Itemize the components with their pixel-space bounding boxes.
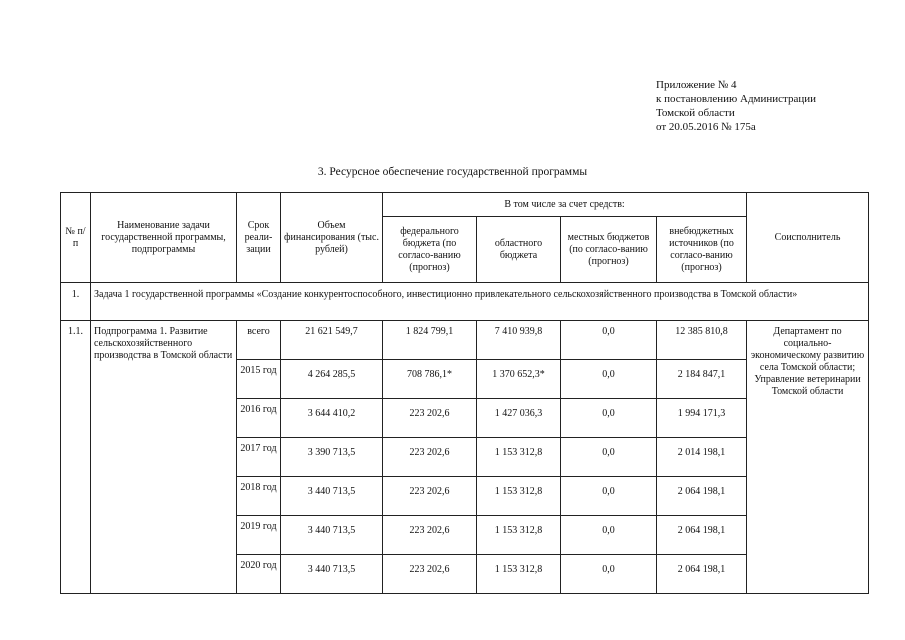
regional-cell: 1 427 036,3 — [477, 399, 561, 438]
resource-table — [60, 192, 869, 594]
term-cell: 2019 год — [237, 516, 281, 555]
volume-cell: 3 440 713,5 — [281, 555, 383, 594]
appendix-line: Приложение № 4 — [656, 79, 737, 91]
offbudget-cell: 2 064 198,1 — [657, 516, 747, 555]
header-volume: Объем финансирования (тыс. рублей) — [281, 193, 383, 283]
volume-cell: 21 621 549,7 — [281, 321, 383, 360]
subprogram-name: Подпрограмма 1. Развитие сельскохозяйственного производства в Томской области — [91, 321, 237, 594]
local-cell: 0,0 — [561, 360, 657, 399]
federal-cell: 708 786,1* — [383, 360, 477, 399]
header-regional: областного бюджета — [477, 217, 561, 283]
appendix-block — [656, 78, 816, 134]
task-num: 1. — [61, 283, 91, 321]
table-row — [61, 321, 869, 360]
volume-cell: 4 264 285,5 — [281, 360, 383, 399]
coexecutor-cell: Департамент по социально-экономическому развитию села Томской области; Управление ветеринарии Томской области — [747, 321, 869, 594]
term-cell: 2018 год — [237, 477, 281, 516]
local-cell: 0,0 — [561, 516, 657, 555]
header-federal: федерального бюджета (по согласо-ванию (прогноз) — [383, 217, 477, 283]
appendix-line: Томской области — [656, 107, 735, 119]
section-title: 3. Ресурсное обеспечение государственной программы — [317, 166, 588, 178]
header-offbudget: внебюджетных источников (по согласо-ванию (прогноз) — [657, 217, 747, 283]
appendix-line: к постановлению Администрации — [656, 93, 817, 105]
header-local: местных бюджетов (по согласо-ванию (прогноз) — [561, 217, 657, 283]
regional-cell: 1 370 652,3* — [477, 360, 561, 399]
term-cell: 2017 год — [237, 438, 281, 477]
volume-cell: 3 440 713,5 — [281, 477, 383, 516]
header-including: В том числе за счет средств: — [383, 193, 747, 217]
federal-cell: 223 202,6 — [383, 399, 477, 438]
regional-cell: 7 410 939,8 — [477, 321, 561, 360]
term-cell: 2015 год — [237, 360, 281, 399]
local-cell: 0,0 — [561, 399, 657, 438]
federal-cell: 223 202,6 — [383, 438, 477, 477]
offbudget-cell: 2 014 198,1 — [657, 438, 747, 477]
local-cell: 0,0 — [561, 555, 657, 594]
offbudget-cell: 12 385 810,8 — [657, 321, 747, 360]
term-cell: 2020 год — [237, 555, 281, 594]
offbudget-cell: 2 184 847,1 — [657, 360, 747, 399]
local-cell: 0,0 — [561, 438, 657, 477]
header-coexecutor: Соисполнитель — [747, 193, 869, 283]
appendix-line: от 20.05.2016 № 175а — [656, 121, 756, 133]
volume-cell: 3 440 713,5 — [281, 516, 383, 555]
task-text: Задача 1 государственной программы «Создание конкурентоспособного, инвестиционно привлекательного сельскохозяйственного производства в Томской области» — [91, 283, 869, 321]
regional-cell: 1 153 312,8 — [477, 477, 561, 516]
regional-cell: 1 153 312,8 — [477, 555, 561, 594]
local-cell: 0,0 — [561, 321, 657, 360]
offbudget-cell: 1 994 171,3 — [657, 399, 747, 438]
header-term: Срок реали-зации — [237, 193, 281, 283]
subprogram-num: 1.1. — [61, 321, 91, 594]
offbudget-cell: 2 064 198,1 — [657, 477, 747, 516]
task-row — [61, 283, 869, 321]
local-cell: 0,0 — [561, 477, 657, 516]
header-name: Наименование задачи государственной программы, подпрограммы — [91, 193, 237, 283]
volume-cell: 3 644 410,2 — [281, 399, 383, 438]
regional-cell: 1 153 312,8 — [477, 516, 561, 555]
regional-cell: 1 153 312,8 — [477, 438, 561, 477]
federal-cell: 1 824 799,1 — [383, 321, 477, 360]
offbudget-cell: 2 064 198,1 — [657, 555, 747, 594]
term-cell: всего — [237, 321, 281, 360]
federal-cell: 223 202,6 — [383, 477, 477, 516]
federal-cell: 223 202,6 — [383, 555, 477, 594]
federal-cell: 223 202,6 — [383, 516, 477, 555]
term-cell: 2016 год — [237, 399, 281, 438]
header-num: № п/п — [61, 193, 91, 283]
volume-cell: 3 390 713,5 — [281, 438, 383, 477]
